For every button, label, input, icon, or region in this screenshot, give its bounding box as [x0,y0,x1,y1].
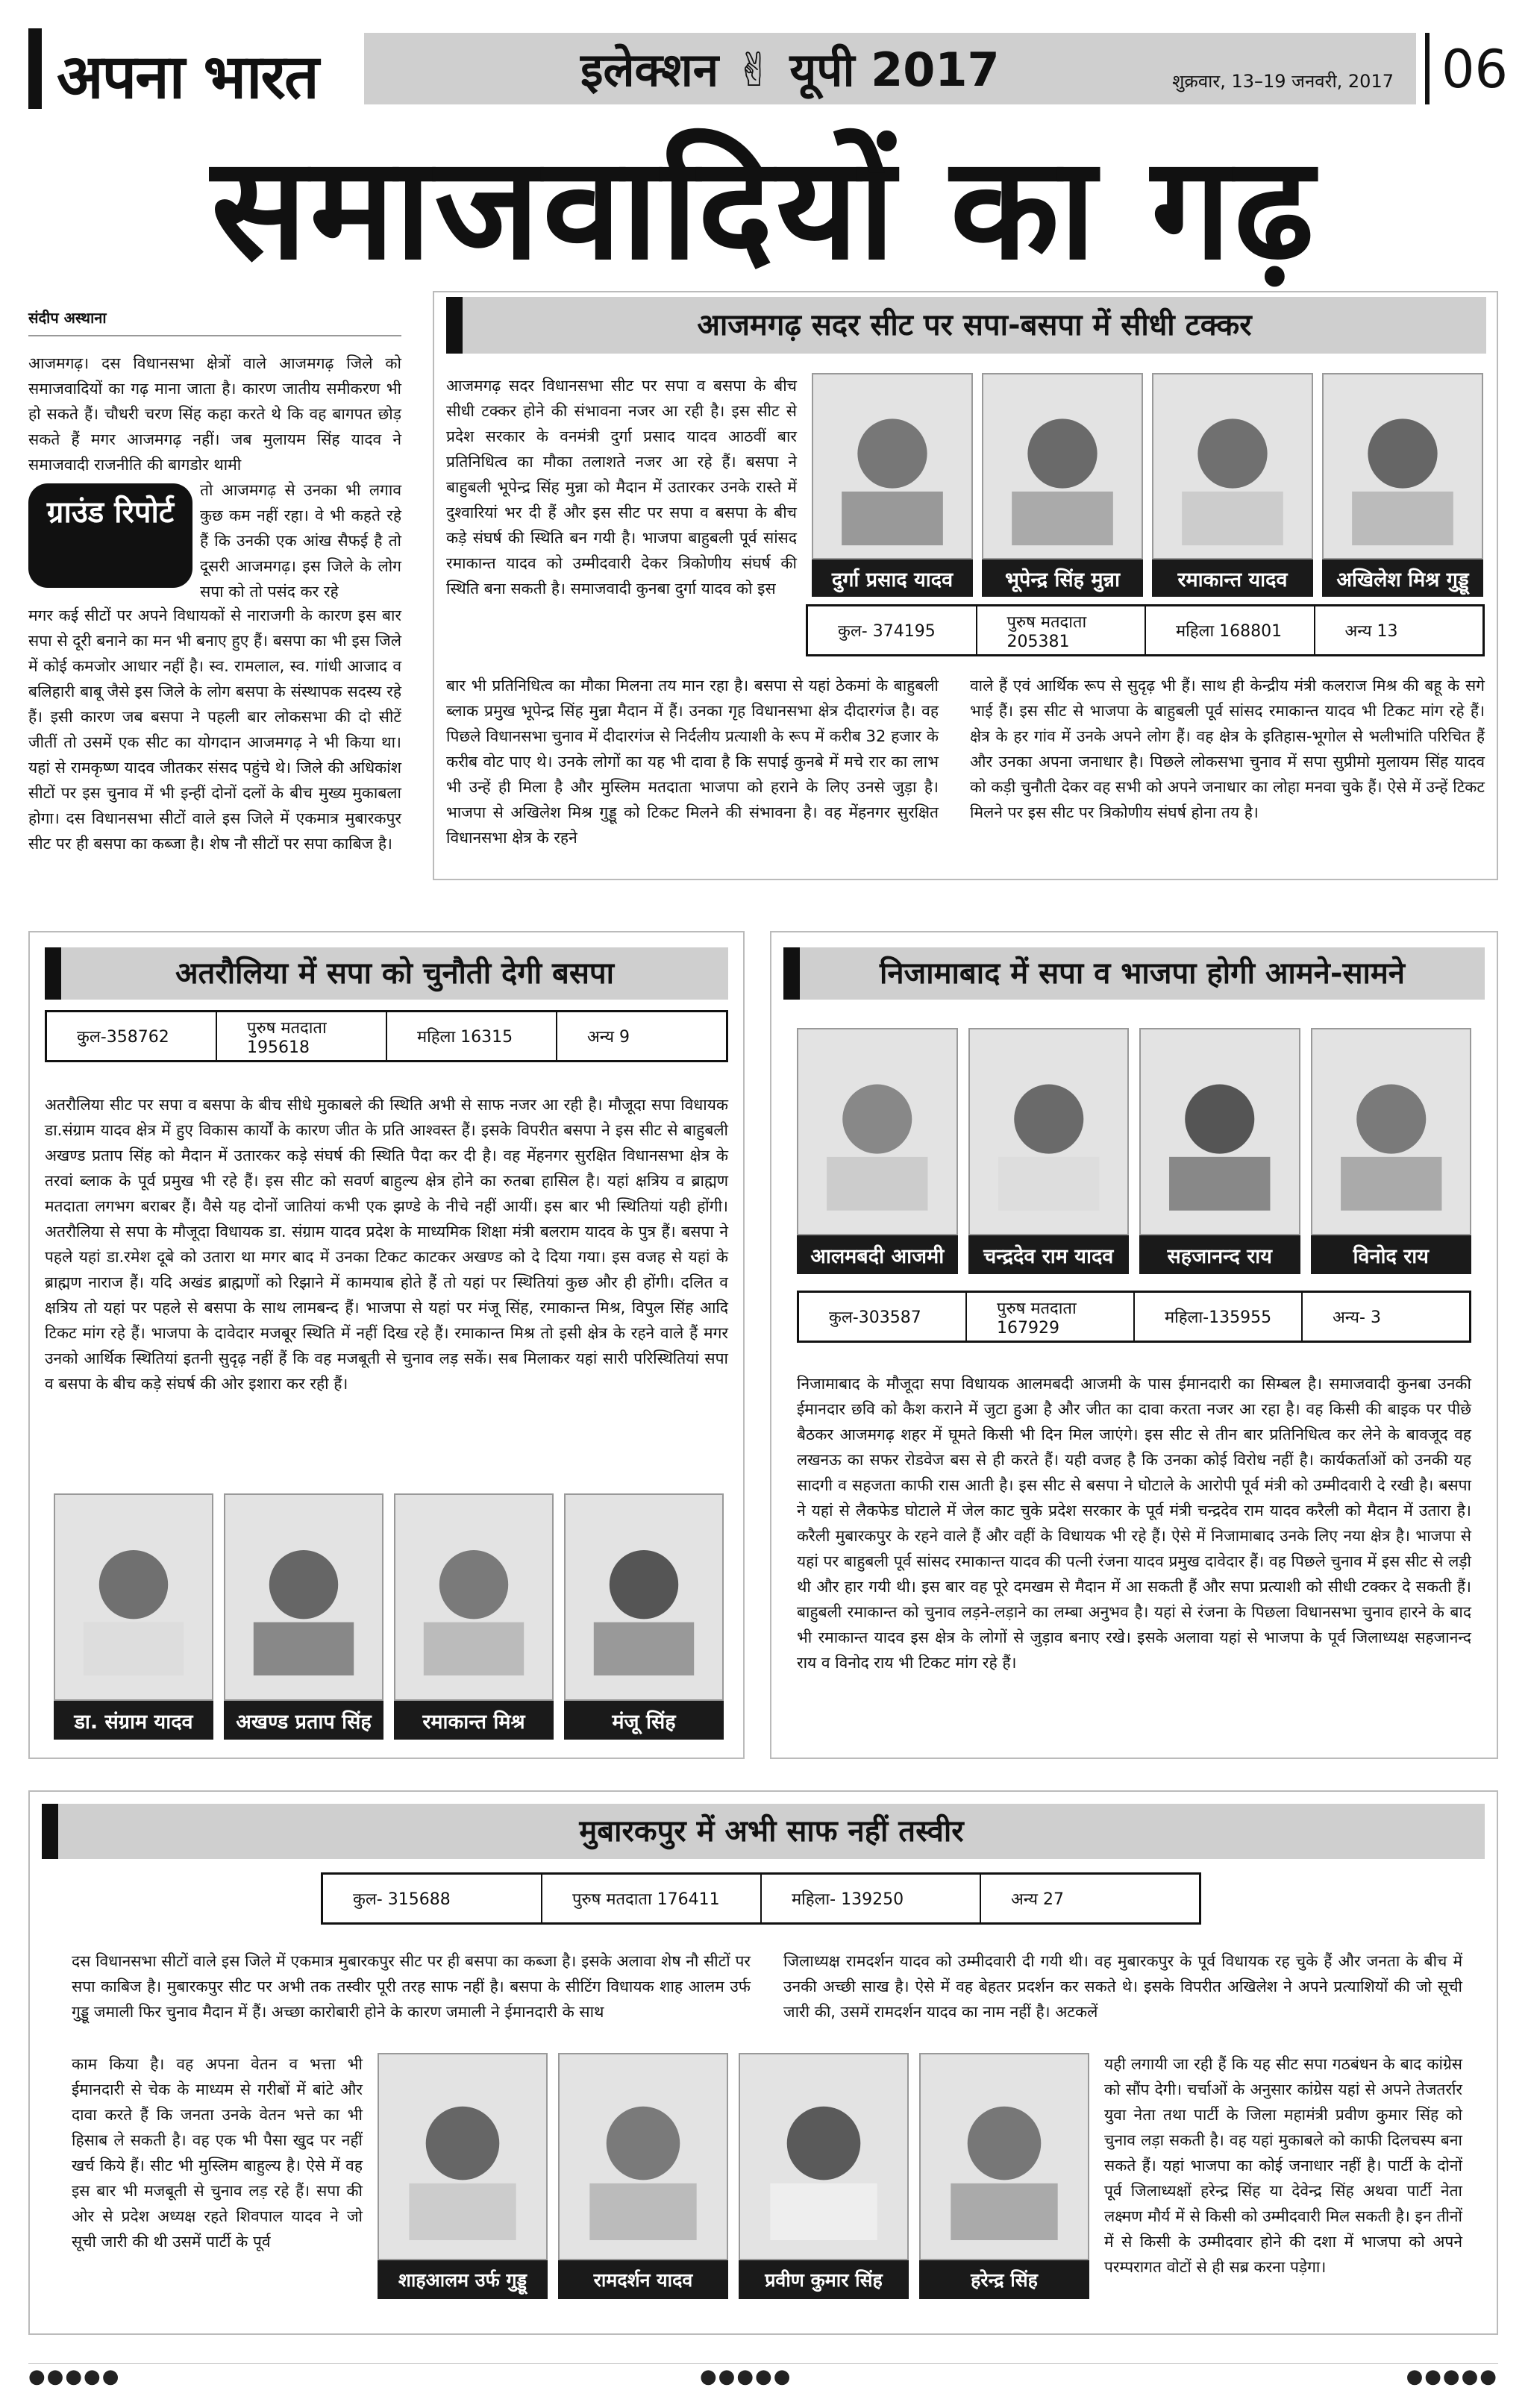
stat-male: पुरुष मतदाता 176411 [542,1875,762,1922]
candidate-card [54,1493,213,1740]
azamgarh-stats [806,604,1485,656]
candidate-card [394,1493,554,1740]
candidate-card [564,1493,724,1740]
stat-female: महिला 168801 [1146,606,1315,654]
election-band [364,33,1416,104]
mubarakpur-text-top: दस विधानसभा सीटों वाले इस जिले में एकमात्र मुबारकपुर सीट पर ही बसपा का कब्जा है। इसके अलावा शेष नौ सीटों पर सपा काबिज है। मुबारकपुर सीट पर अभी तक तस्वीर पूरी तरह साफ नहीं है। बसपा के सीटिंग विधायक शाह आलम उर्फ गुड्डू जमाली फिर चुनाव मैदान में हैं। अच्छा कारोबारी होने के कारण जमाली ने ईमानदारी के साथ [72,1952,751,2021]
candidate-name: भूपेन्द्र सिंह मुन्ना [982,559,1143,597]
election-title: इलेक्शन ✌ यूपी 2017 [580,43,1000,97]
lead-text-top: आजमगढ़। दस विधानसभा क्षेत्रों वाले आजमगढ़ जिले को समाजवादियों का गढ़ माना जाता है। कारण जातीय समीकरण भी हो सकते हैं। चौधरी चरण सिंह कहा करते थे कि वह बागपत छोड़ सकते हैं मगर आजमगढ़ नहीं। जब मुलायम सिंह यादव ने समाजवादी राजनीति की बागडोर थामी [28,354,401,474]
nizamabad-stats [797,1291,1471,1343]
footer-dots-left: ●●●●● [28,2365,121,2388]
candidate-photo [797,1028,958,1235]
mubarakpur-stats [321,1872,1201,1925]
byline: संदीप अस्थाना [28,307,401,336]
candidate-name: रमाकान्त मिश्र [394,1701,554,1740]
page-number-text: 06 [1441,39,1509,100]
mubarakpur-text-left: काम किया है। वह अपना वेतन व भत्ता भी ईमानदारी से चेक के माध्यम से गरीबों में बांटे और दावा करते हैं कि जनता उनके वेतन भत्ते का भी हिसाब ले सकती है। वह एक भी पैसा खुद पर नहीं खर्च किये हैं। सीट भी मुस्लिम बाहुल्य है। ऐसे में वह इस बार भी मजबूती से चुनाव लड़ रहे हैं। सपा की ओर से प्रदेश अध्यक्ष रहते शिवपाल यादव ने जो सूची जारी की थी उसमें पार्टी के पूर्व [72,2055,363,2251]
lead-text-right: तो आजमगढ़ से उनका भी लगाव कुछ कम नहीं रहा। वे भी कहते रहे हैं कि उनकी एक आंख सैफई है तो दूसरी आजमगढ़। इस जिले के लोग सपा को तो पसंद कर रहे [200,481,401,601]
candidate-photo [224,1493,383,1701]
stat-other: अन्य- 3 [1333,1308,1381,1327]
candidate-name: डा. संग्राम यादव [54,1701,213,1740]
candidate-card [982,373,1143,597]
candidate-card [1311,1028,1472,1274]
masthead-title: अपना भारत [57,41,318,113]
candidate-photo [1152,373,1313,559]
candidate-name: दुर्गा प्रसाद यादव [812,559,973,597]
page-number [1425,33,1507,104]
ground-report-badge: ग्राउंड रिपोर्ट [28,483,192,588]
stat-total: कुल-303587 [799,1293,967,1341]
stat-other: अन्य 27 [1011,1890,1065,1909]
atraulia-heading: अतरौलिया में सपा को चुनौती देगी बसपा [45,947,728,1000]
candidate-card [739,2053,909,2299]
mubarakpur-photos [378,2053,1089,2299]
azamgarh-text-1: आजमगढ़ सदर विधानसभा सीट पर सपा व बसपा के बीच सीधी टक्कर होने की संभावना नजर आ रही है। इस सीट से प्रदेश सरकार के वनमंत्री दुर्गा प्रसाद यादव आठवीं बार प्रतिनिधित्व का मौका तलाशते नजर आ रहे हैं। बसपा ने बाहुबली भूपेन्द्र सिंह मुन्ना को मैदान में उतारकर उनके रास्ते में दुश्वारियां भर दी हैं और इस सीट पर सपा व बसपा के बीच कड़े संघर्ष की स्थिति बन गयी है। भाजपा बाहुबली पूर्व सांसद रमाकान्त यादव को उम्मीदवारी देकर त्रिकोणीय संघर्ष की स्थिति बना सकती है। समाजवादी कुनबा दुर्गा यादव को इस [446,377,797,598]
candidate-name: अखण्ड प्रताप सिंह [224,1701,383,1740]
stat-other: अन्य 13 [1344,622,1398,641]
mubarakpur-text-right: यही लगायी जा रही हैं कि यह सीट सपा गठबंधन के बाद कांग्रेस को सौंप देगी। चर्चाओं के अनुसार कांग्रेस यहां से अपने तेजतर्रार युवा नेता तथा पार्टी के जिला महामंत्री प्रवीण कुमार सिंह को चुनाव लड़ा सकती है। वह यहां मुकाबले को काफी दिलचस्प बना सकते हैं। यहां भाजपा का कोई जनाधार नहीं है। पार्टी के दोनों पूर्व जिलाध्यक्षों हरेन्द्र सिंह या देवेन्द्र सिंह अथवा पार्टी नेता लक्ष्मण मौर्य में से किसी को उम्मीदवारी मिल सकती है। इन तीनों में से किसी के उम्मीदवार होने की दशा में भाजपा को अपने परम्परागत वोटों से ही सब्र करना पड़ेगा। [1104,2055,1462,2276]
candidate-card [968,1028,1130,1274]
azamgarh-text-2: बार भी प्रतिनिधित्व का मौका मिलना तय मान रहा है। बसपा से यहां ठेकमां के बाहुबली ब्लाक प्रमुख भूपेन्द्र सिंह मुन्ना मैदान में हैं। उनका गृह विधानसभा क्षेत्र दीदारगंज है। वह पिछले विधानसभा चुनाव में दीदारगंज से निर्दलीय प्रत्याशी के रूप में करीब 32 हजार के करीब वोट पाए थे। उनके लोगों का यह भी दावा है कि सपाई कुनबे में मचे रार का लाभ भी उन्हें ही मिला है और मुस्लिम मतदाता भाजपा को हराने के लिए उनसे जुड़ा है। भाजपा से अखिलेश मिश्र गुड्डू को टिकट मिलने की संभावना है। वह मेंहनगर सुरक्षित विधानसभा क्षेत्र के रहने [446,677,939,847]
stat-female: महिला- 139250 [762,1875,981,1922]
candidate-photo [564,1493,724,1701]
footer-dots-center: ●●●●● [700,2365,792,2388]
candidate-photo [558,2053,728,2260]
candidate-photo [1322,373,1483,559]
candidate-name: चन्द्रदेव राम यादव [968,1235,1130,1274]
dateline: शुक्रवार, 13–19 जनवरी, 2017 [1172,71,1394,92]
candidate-name: मंजू सिंह [564,1701,724,1740]
azamgarh-text-3: वाले हैं एवं आर्थिक रूप से सुदृढ़ भी हैं। साथ ही केन्द्रीय मंत्री कलराज मिश्र की बहू के सगे भाई हैं। इस सीट से भाजपा के बाहुबली पूर्व सांसद रमाकान्त यादव भी टिकट मांग रहे हैं। क्षेत्र के हर गांव में उनके अपने लोग हैं। वह क्षेत्र के इतिहास-भूगोल से भलीभांति परिचित हैं और उनका अपना जनाधार है। पिछले लोकसभा चुनाव में सपा सुप्रीमो मुलायम सिंह यादव को कड़ी चुनौती देकर वह सभी को अपने जनाधार का लोहा मनवा चुके हैं। ऐसे में उन्हें टिकट मिलने पर इस सीट पर त्रिकोणीय संघर्ष होना तय है। [970,677,1485,821]
masthead [28,28,357,113]
stat-total: कुल-358762 [47,1012,217,1060]
main-headline: समाजवादियों का गढ़ [211,126,1317,291]
nizamabad-text: निजामाबाद के मौजूदा सपा विधायक आलमबदी आजमी के पास ईमानदारी का सिम्बल है। समाजवादी कुनबा उनकी ईमानदार छवि को कैश कराने में जुटा हुआ है और जीत का दावा करता नजर आ रहा है। वह किसी की बाइक पर पीछे बैठकर आजमगढ़ शहर में घूमते किसी भी दिन मिल जाएंगे। इस सीट से तीन बार प्रतिनिधित्व कर लेने के बावजूद वह लखनऊ का सफर रोडवेज बस से ही करते हैं। यही वजह है कि उनका कोई विरोध नहीं है। कार्यकर्ताओं को उनकी यह सादगी व सहजता काफी रास आती है। इस सीट से बसपा ने घोटाले के आरोपी पूर्व मंत्री को उम्मीदवारी दे रखी है। बसपा ने यहां से लैकफेड घोटाले में जेल काट चुके प्रदेश सरकार के पूर्व मंत्री चन्द्रदेव राम यादव करैली को मैदान में उतारा है। करैली मुबारकपुर के रहने वाले हैं और वहीं के विधायक भी रहे हैं। ऐसे में निजामाबाद उनके लिए नया क्षेत्र है। भाजपा से यहां पर बाहुबली पूर्व सांसद रमाकान्त यादव की पत्नी रंजना यादव प्रमुख दावेदार हैं। वह पिछले चुनाव में इस सीट से लड़ी थी और हार गयी थी। इस बार वह पूरे दमखम से मैदान में आ सकती हैं और सपा प्रत्याशी को सीधी टक्कर दे सकती हैं। बाहुबली रमाकान्त को चुनाव लड़ने-लड़ाने का लम्बा अनुभव है। यहां से रंजना के पिछला विधानसभा चुनाव हारने के बाद भी रमाकान्त यादव इस क्षेत्र के लोगों से जुड़ाव बनाए रखे। इसके अलावा यहां से भाजपा के पूर्व जिलाध्यक्ष सहजानन्द राय व विनोद राय भी टिकट मांग रहे हैं। [797,1375,1471,1672]
stat-total: कुल- 315688 [323,1875,542,1922]
stat-male: पुरुष मतदाता 205381 [977,606,1147,654]
candidate-name: हरेन्द्र सिंह [919,2260,1089,2299]
atraulia-text: अतरौलिया सीट पर सपा व बसपा के बीच सीधे मुकाबले की स्थिति अभी से साफ नजर आ रही है। मौजूदा सपा विधायक डा.संग्राम यादव क्षेत्र में हुए विकास कार्यों के कारण जीत के प्रति आश्वस्त हैं। इसके विपरीत बसपा ने इस सीट से बाहुबली अखण्ड प्रताप सिंह को मैदान में उतारकर कड़े संघर्ष की स्थिति पैदा कर दी है। वह मेंहनगर सुरक्षित विधानसभा क्षेत्र के तरवां ब्लाक के पूर्व प्रमुख भी रहे हैं। इस सीट को सवर्ण बाहुल्य क्षेत्र होने का रुतबा हासिल है। यहां क्षत्रिय व ब्राह्मण मतदाता लगभग बराबर हैं। वैसे यह दोनों जातियां कभी एक झण्डे के नीचे नहीं आयीं। इस बार भी स्थितियां यही होंगी। अतरौलिया से सपा के मौजूदा विधायक डा. संग्राम यादव प्रदेश के माध्यमिक शिक्षा मंत्री बलराम यादव के पुत्र हैं। बसपा ने पहले यहां डा.रमेश दूबे को उतारा था मगर बाद में उनका टिकट काटकर अखण्ड को दे दिया गया। इस वजह से यहां के ब्राह्मण नाराज हैं। यदि अखंड ब्राह्मणों को रिझाने में कामयाब होते हैं तो यहां पर स्थितियां कुछ और ही होंगी। दलित व क्षत्रिय तो यहां पर पहले से बसपा के साथ लामबन्द हैं। भाजपा से यहां पर मंजू सिंह, रमाकान्त मिश्र, विपुल सिंह आदि टिकट मांग रहे हैं। भाजपा के दावेदार मजबूर स्थिति में नहीं दिख रहे हैं। रमाकान्त मिश्र तो इसी क्षेत्र के रहने वाले हैं मगर उनको आर्थिक स्थितियां इतनी सुदृढ़ नहीं हैं कि वह मजबूती से चुनाव लड़ सकें। सब मिलाकर यहां सारी परिस्थितियां सपा व बसपा के बीच कड़े संघर्ष की ओर इशारा कर रही हैं। [45,1096,728,1393]
candidate-name: रमाकान्त यादव [1152,559,1313,597]
candidate-card [812,373,973,597]
stat-total: कुल- 374195 [808,606,977,654]
candidate-name: सहजानन्द राय [1139,1235,1300,1274]
candidate-photo [968,1028,1130,1235]
candidate-photo [739,2053,909,2260]
stat-male: पुरुष मतदाता 195618 [217,1012,387,1060]
candidate-card [919,2053,1089,2299]
stat-other: अन्य 9 [587,1028,630,1047]
candidate-card [1152,373,1313,597]
candidate-card [558,2053,728,2299]
candidate-name: अखिलेश मिश्र गुड्डू [1322,559,1483,597]
candidate-name: आलमबदी आजमी [797,1235,958,1274]
atraulia-stats [45,1010,728,1062]
candidate-card [1322,373,1483,597]
candidate-photo [919,2053,1089,2260]
candidate-photo [1311,1028,1472,1235]
stat-female: महिला-135955 [1135,1293,1303,1341]
nizamabad-heading: निजामाबाद में सपा व भाजपा होगी आमने-सामने [783,947,1485,1000]
lead-text-bottom: मगर कई सीटों पर अपने विधायकों से नाराजगी के कारण इस बार सपा से दूरी बनाने का मन भी बनाए हुए हैं। बसपा का भी इस जिले में कोई कमजोर आधार नहीं है। स्व. रामलाल, स्व. गांधी आजाद व बलिहारी बाबू जैसे इस जिले के लोग बसपा के संस्थापक सदस्य रहे हैं। इसी कारण जब बसपा ने पहली बार लोकसभा की दो सीटें जीतीं तो उसमें एक सीट का योगदान आजमगढ़ ने भी किया था। यहां से रामकृष्ण यादव जीतकर संसद पहुंचे थे। जिले की अधिकांश सीटों पर इस चुनाव में भी इन्हीं दोनों दलों के बीच मुख्य मुकाबला होगा। दस विधानसभा सीटों वाले इस जिले में एकमात्र मुबारकपुर सीट पर ही बसपा का कब्जा है। शेष नौ सीटों पर सपा काबिज है। [28,606,401,853]
stat-male: पुरुष मतदाता 167929 [967,1293,1135,1341]
candidate-photo [812,373,973,559]
candidate-photo [982,373,1143,559]
candidate-name: विनोद राय [1311,1235,1472,1274]
candidate-name: प्रवीण कुमार सिंह [739,2260,909,2299]
candidate-card [224,1493,383,1740]
candidate-card [1139,1028,1300,1274]
mubarakpur-heading: मुबारकपुर में अभी साफ नहीं तस्वीर [42,1804,1485,1859]
azamgarh-photos [812,373,1483,597]
candidate-photo [394,1493,554,1701]
candidate-card [378,2053,548,2299]
candidate-name: शाहआलम उर्फ गुड्डू [378,2260,548,2299]
stat-female: महिला 16315 [387,1012,557,1060]
candidate-photo [378,2053,548,2260]
candidate-card [797,1028,958,1274]
candidate-photo [54,1493,213,1701]
candidate-photo [1139,1028,1300,1235]
footer-bar [28,2363,1498,2386]
azamgarh-heading: आजमगढ़ सदर सीट पर सपा-बसपा में सीधी टक्कर [446,297,1486,354]
mubarakpur-text-mid: जिलाध्यक्ष रामदर्शन यादव को उम्मीदवारी दी गयी थी। वह मुबारकपुर के पूर्व विधायक रह चुके हैं और जनता के बीच में उनकी अच्छी साख है। ऐसे में वह बेहतर प्रदर्शन कर सकते थे। इसके विपरीत अखिलेश ने अपने प्रत्याशियों की जो सूची जारी की, उसमें रामदर्शन यादव का नाम नहीं है। अटकलें [783,1952,1462,2021]
nizamabad-photos [797,1028,1471,1274]
atraulia-photos [54,1493,724,1740]
candidate-name: रामदर्शन यादव [558,2260,728,2299]
footer-dots-right: ●●●●● [1406,2365,1498,2388]
